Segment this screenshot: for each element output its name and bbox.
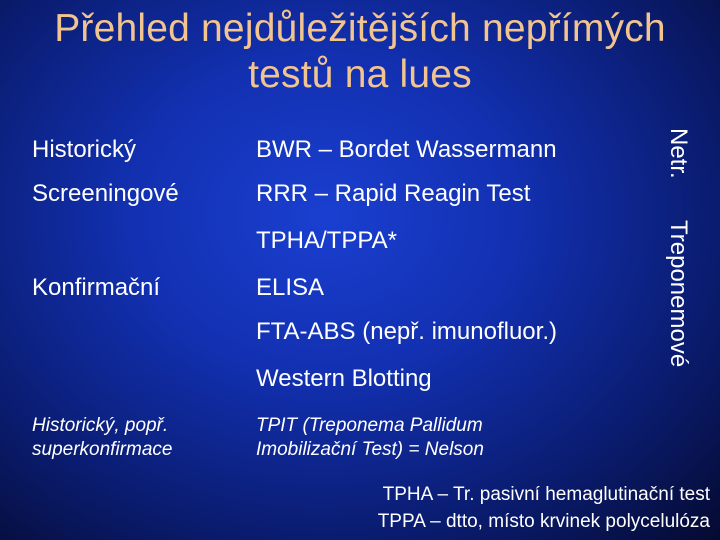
category-screening: Screeningové	[32, 180, 179, 207]
label-treponemal: Treponemové	[665, 220, 692, 368]
test-tpit	[256, 414, 586, 462]
test-rrr: RRR – Rapid Reagin Test	[256, 180, 531, 207]
test-tpha: TPHA/TPPA*	[256, 227, 397, 254]
test-tpit-line-1: TPIT (Treponema Pallidum	[256, 415, 483, 436]
category-superconfirm	[32, 414, 242, 462]
label-nontreponemal: Netr.	[665, 128, 692, 179]
title-line-1: Přehled nejdůležitějších nepřímých	[54, 7, 666, 50]
test-fta-abs: FTA-ABS (nepř. imunofluor.)	[256, 318, 557, 345]
page-title	[0, 6, 720, 98]
footnote-line-2: TPPA – dtto, místo krvinek polycelulóza	[377, 511, 710, 532]
footnote	[250, 481, 710, 535]
title-line-2: testů na lues	[248, 53, 472, 96]
test-western-blotting: Western Blotting	[256, 365, 432, 392]
test-tpit-line-2: Imobilizační Test) = Nelson	[256, 439, 484, 460]
test-elisa: ELISA	[256, 274, 325, 301]
category-superconfirm-line-2: superkonfirmace	[32, 439, 173, 460]
footnote-line-1: TPHA – Tr. pasivní hemaglutinační test	[382, 484, 710, 505]
test-bwr: BWR – Bordet Wassermann	[256, 136, 557, 163]
category-historic: Historický	[32, 136, 137, 163]
category-confirm: Konfirmační	[32, 274, 161, 301]
category-superconfirm-line-1: Historický, popř.	[32, 415, 169, 436]
